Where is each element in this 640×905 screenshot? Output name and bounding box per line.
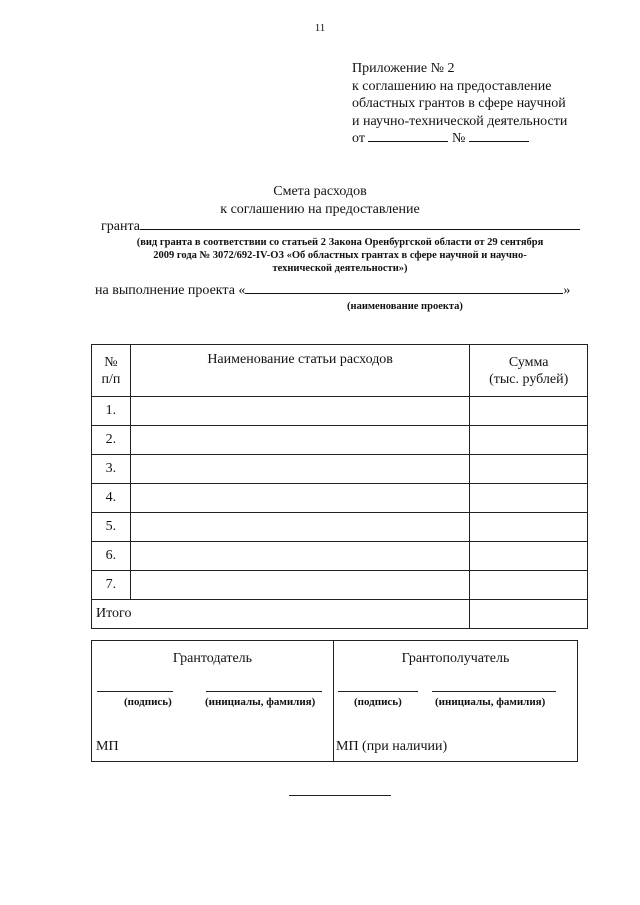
expense-name-cell[interactable] (130, 397, 470, 426)
total-label: Итого (92, 600, 470, 629)
header-expense-name: Наименование статьи расходов (130, 345, 470, 397)
grantor-initials-caption: (инициалы, фамилия) (205, 696, 316, 708)
table-header-row (92, 345, 588, 397)
grantor-seal: МП (96, 739, 119, 754)
project-note: (наименование проекта) (347, 301, 463, 312)
sum-cell[interactable] (470, 455, 588, 484)
expense-name-cell[interactable] (130, 455, 470, 484)
total-sum-cell[interactable] (470, 600, 588, 629)
grant-note (90, 236, 590, 275)
estimate-subtitle: к соглашению на предоставление (220, 202, 420, 217)
header-sum (470, 345, 588, 397)
header-sum-line-2: (тыс. рублей) (489, 371, 569, 387)
grant-note-line-2: 2009 года № 3072/692-IV-ОЗ «Об областных грантах в сфере научной и научно- (153, 250, 527, 261)
grantee-seal: МП (при наличии) (336, 739, 448, 754)
grant-note-line-3: технической деятельности») (272, 263, 408, 274)
expense-table (91, 344, 588, 629)
grantee-signature-caption: (подпись) (354, 696, 402, 708)
signature-box (91, 640, 578, 762)
row-number: 3. (92, 455, 131, 484)
expense-name-cell[interactable] (130, 484, 470, 513)
estimate-title: Смета расходов (273, 184, 367, 199)
grantee-heading: Грантополучатель (401, 651, 510, 666)
table-row (92, 426, 588, 455)
grantee-signature-line[interactable] (338, 691, 418, 692)
grantee-initials-caption: (инициалы, фамилия) (435, 696, 546, 708)
appendix-line-3: областных грантов в сфере научной (352, 96, 566, 111)
grant-blank[interactable] (140, 218, 580, 230)
number-blank[interactable] (469, 130, 529, 142)
table-total-row (92, 600, 588, 629)
table-row (92, 513, 588, 542)
row-number: 1. (92, 397, 131, 426)
header-number-line-2: п/п (101, 371, 121, 387)
sum-cell[interactable] (470, 484, 588, 513)
expense-name-cell[interactable] (130, 513, 470, 542)
appendix-header (352, 60, 567, 148)
sum-cell[interactable] (470, 571, 588, 600)
row-number: 2. (92, 426, 131, 455)
sum-cell[interactable] (470, 426, 588, 455)
row-number: 7. (92, 571, 131, 600)
project-blank[interactable] (245, 282, 563, 294)
row-number: 6. (92, 542, 131, 571)
grant-note-line-1: (вид гранта в соответствии со статьей 2 Закона Оренбургской области от 29 сентября (136, 237, 544, 248)
date-label: от (352, 131, 365, 146)
grantee-initials-line[interactable] (432, 691, 556, 692)
grantee-column (334, 641, 577, 761)
number-label: № (451, 131, 466, 146)
table-row (92, 484, 588, 513)
expense-name-cell[interactable] (130, 571, 470, 600)
project-close-quote: » (563, 283, 571, 298)
grantor-initials-line[interactable] (206, 691, 322, 692)
table-row (92, 397, 588, 426)
expense-name-cell[interactable] (130, 426, 470, 455)
appendix-title: Приложение № 2 (352, 61, 455, 76)
grantor-signature-caption: (подпись) (124, 696, 172, 708)
appendix-line-2: к соглашению на предоставление (352, 78, 552, 94)
end-separator-line (289, 795, 391, 796)
sum-cell[interactable] (470, 397, 588, 426)
row-number: 4. (92, 484, 131, 513)
grantor-signature-line[interactable] (97, 691, 173, 692)
grant-line (101, 218, 580, 235)
sum-cell[interactable] (470, 513, 588, 542)
grantor-heading: Грантодатель (172, 651, 253, 666)
project-line (95, 282, 570, 299)
header-number-line-1: № (104, 354, 118, 370)
grantor-column (92, 641, 333, 761)
table-row (92, 571, 588, 600)
table-row (92, 455, 588, 484)
grant-label: гранта (101, 219, 140, 234)
row-number: 5. (92, 513, 131, 542)
appendix-line-4: и научно-технической деятельности (352, 113, 568, 129)
table-row (92, 542, 588, 571)
header-sum-line-1: Сумма (508, 354, 549, 370)
page-number: 11 (314, 22, 326, 34)
appendix-date-number (352, 130, 567, 148)
expense-name-cell[interactable] (130, 542, 470, 571)
sum-cell[interactable] (470, 542, 588, 571)
project-label: на выполнение проекта « (95, 283, 246, 298)
header-number (92, 345, 131, 397)
date-blank[interactable] (368, 130, 448, 142)
